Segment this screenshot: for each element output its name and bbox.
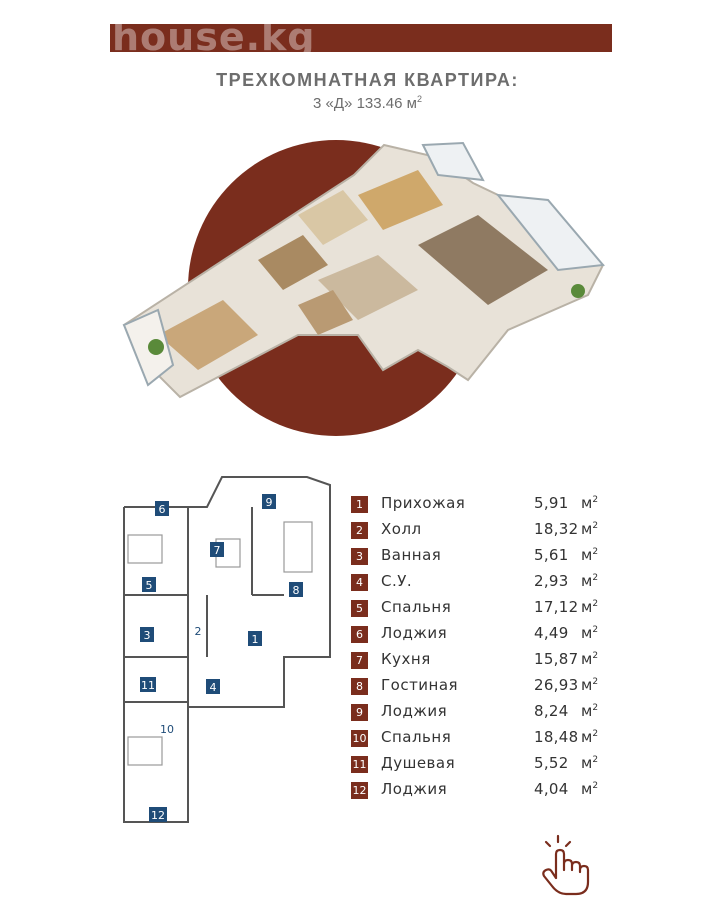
legend-unit: $м^2$ [581,520,599,538]
legend-number: 2 [351,522,368,539]
legend-area: 5,61 [534,546,569,564]
legend-area: 2,93 [534,572,569,590]
legend-unit: $м^2$ [581,624,599,642]
plan-label-2 [195,625,202,638]
room-legend [351,494,621,806]
plan-label-5 [142,577,156,592]
plan-furniture [128,522,312,765]
legend-number: 3 [351,548,368,565]
legend-row [351,650,621,676]
svg-text:10: 10 [160,723,174,736]
plan-label-9 [262,494,276,509]
plan-label-1 [248,631,262,646]
legend-area: 26,93 [534,676,579,694]
legend-unit: $м^2$ [581,780,599,798]
legend-unit: $м^2$ [581,754,599,772]
legend-unit: $м^2$ [581,572,599,590]
legend-row [351,624,621,650]
legend-area: 5,52 [534,754,569,772]
svg-text:12: 12 [151,809,165,822]
svg-text:1: 1 [251,633,259,646]
plan-label-11 [140,677,156,692]
legend-area: 18,48 [534,728,579,746]
legend-number: 12 [352,784,367,797]
legend-number: 9 [351,704,368,721]
legend-unit: $м^2$ [581,494,599,512]
svg-text:11: 11 [141,679,155,692]
legend-row [351,728,621,754]
legend-room-name: Спальня [381,598,452,616]
plan-label-10 [160,723,174,736]
legend-unit: $м^2$ [581,546,599,564]
plant [571,284,585,298]
apartment-3d-render [118,135,608,440]
legend-row [351,520,621,546]
legend-room-name: Спальня [381,728,452,746]
legend-row [351,494,621,520]
legend-number: 8 [351,678,368,695]
legend-room-name: С.У. [381,572,413,590]
legend-row [351,754,621,780]
legend-room-name: Кухня [381,650,431,668]
legend-room-name: Лоджия [381,702,448,720]
plan-label-4 [206,679,220,694]
subtitle-text: 3 «Д» 133.46 м [313,95,417,112]
page-subtitle [0,94,721,112]
legend-unit: $м^2$ [581,650,599,668]
legend-room-name: Лоджия [381,624,448,642]
legend-area: 17,12 [534,598,579,616]
legend-area: 5,91 [534,494,569,512]
legend-number: 10 [352,732,367,745]
plan-label-7 [210,542,224,557]
svg-text:4: 4 [209,681,217,694]
legend-area: 18,32 [534,520,579,538]
legend-number: 5 [351,600,368,617]
legend-area: 4,49 [534,624,569,642]
legend-unit: $м^2$ [581,598,599,616]
legend-number: 7 [351,652,368,669]
legend-area: 15,87 [534,650,579,668]
legend-room-name: Холл [381,520,422,538]
legend-unit: $м^2$ [581,676,599,694]
floor-plan [112,467,344,835]
svg-text:8: 8 [292,584,300,597]
legend-row [351,702,621,728]
plant [148,339,164,355]
svg-text:6: 6 [158,503,166,516]
svg-text:2: 2 [194,625,202,638]
watermark: house.kg [112,15,316,59]
legend-room-name: Гостиная [381,676,459,694]
svg-text:5: 5 [145,579,153,592]
svg-text:7: 7 [213,544,221,557]
plan-outline [124,477,330,822]
subtitle-sup: 2 [416,94,422,104]
legend-room-name: Лоджия [381,780,448,798]
legend-number: 4 [351,574,368,591]
svg-text:9: 9 [265,496,273,509]
legend-row [351,780,621,806]
legend-room-name: Душевая [381,754,456,772]
tap-hand-icon[interactable] [538,832,596,896]
page-title: ТРЕХКОМНАТНАЯ КВАРТИРА: [216,70,519,90]
legend-row [351,572,621,598]
plan-label-3 [140,627,154,642]
svg-text:3: 3 [143,629,151,642]
legend-row [351,598,621,624]
legend-row [351,546,621,572]
legend-number: 6 [351,626,368,643]
plan-label-12 [149,807,167,822]
legend-room-name: Ванная [381,546,442,564]
legend-unit: $м^2$ [581,728,599,746]
legend-number: 1 [351,496,368,513]
legend-area: 4,04 [534,780,569,798]
legend-row [351,676,621,702]
legend-area: 8,24 [534,702,569,720]
plan-label-8 [289,582,303,597]
legend-number: 11 [352,758,367,771]
legend-unit: $м^2$ [581,702,599,720]
plan-label-6 [155,501,169,516]
legend-room-name: Прихожая [381,494,466,512]
